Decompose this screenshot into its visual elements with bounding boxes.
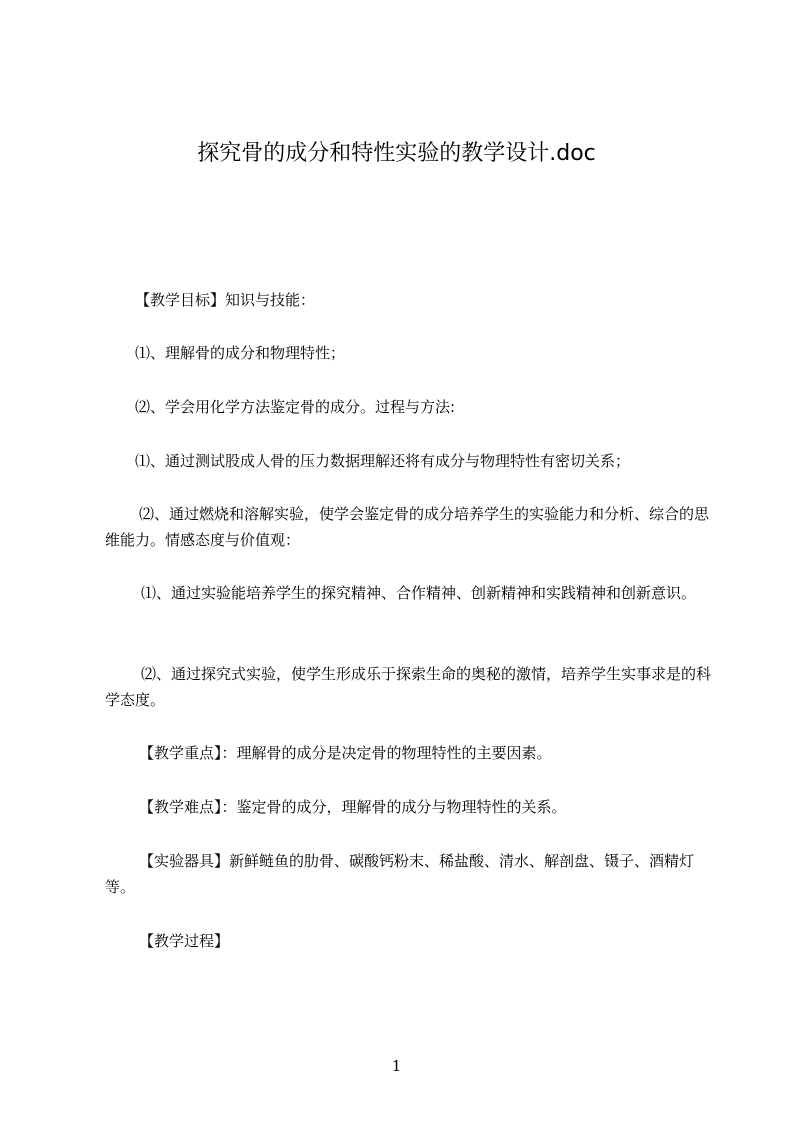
- paragraph-teaching-process: 【教学过程】: [139, 932, 230, 950]
- paragraph-goal-2: ⑵、学会用化学方法鉴定骨的成分。过程与方法:: [135, 398, 456, 416]
- page-title: 探究骨的成分和特性实验的教学设计.doc: [197, 141, 596, 166]
- paragraph-equipment: 【实验器具】新鲜鲢鱼的肋骨、碳酸钙粉末、稀盐酸、清水、解剖盘、镊子、酒精灯等。: [105, 852, 695, 896]
- paragraph-goal-1: ⑴、理解骨的成分和物理特性；: [135, 344, 346, 362]
- page-number: 1: [391, 1057, 402, 1075]
- paragraph-attitude-1: ⑴、通过实验能培养学生的探究精神、合作精神、创新精神和实践精神和创新意识。: [141, 584, 697, 602]
- paragraph-process-1: ⑴、通过测试股成人骨的压力数据理解还将有成分与物理特性有密切关系；: [135, 452, 631, 470]
- paragraph-difficulty: 【教学难点】：鉴定骨的成分，理解骨的成分与物理特性的关系。: [139, 798, 567, 816]
- paragraph-attitude-2: ⑵、通过探究式实验，使学生形成乐于探索生命的奥秘的激情，培养学生实事求是的科学态度。: [105, 665, 712, 709]
- paragraph-process-2: ⑵、通过燃烧和溶解实验，使学会鉴定骨的成分培养学生的实验能力和分析、综合的思维能力。情感态度与价值观：: [105, 505, 710, 549]
- paragraph-key-point: 【教学重点】：理解骨的成分是决定骨的物理特性的主要因素。: [139, 744, 552, 762]
- paragraph-teaching-goals: 【教学目标】知识与技能：: [135, 291, 316, 309]
